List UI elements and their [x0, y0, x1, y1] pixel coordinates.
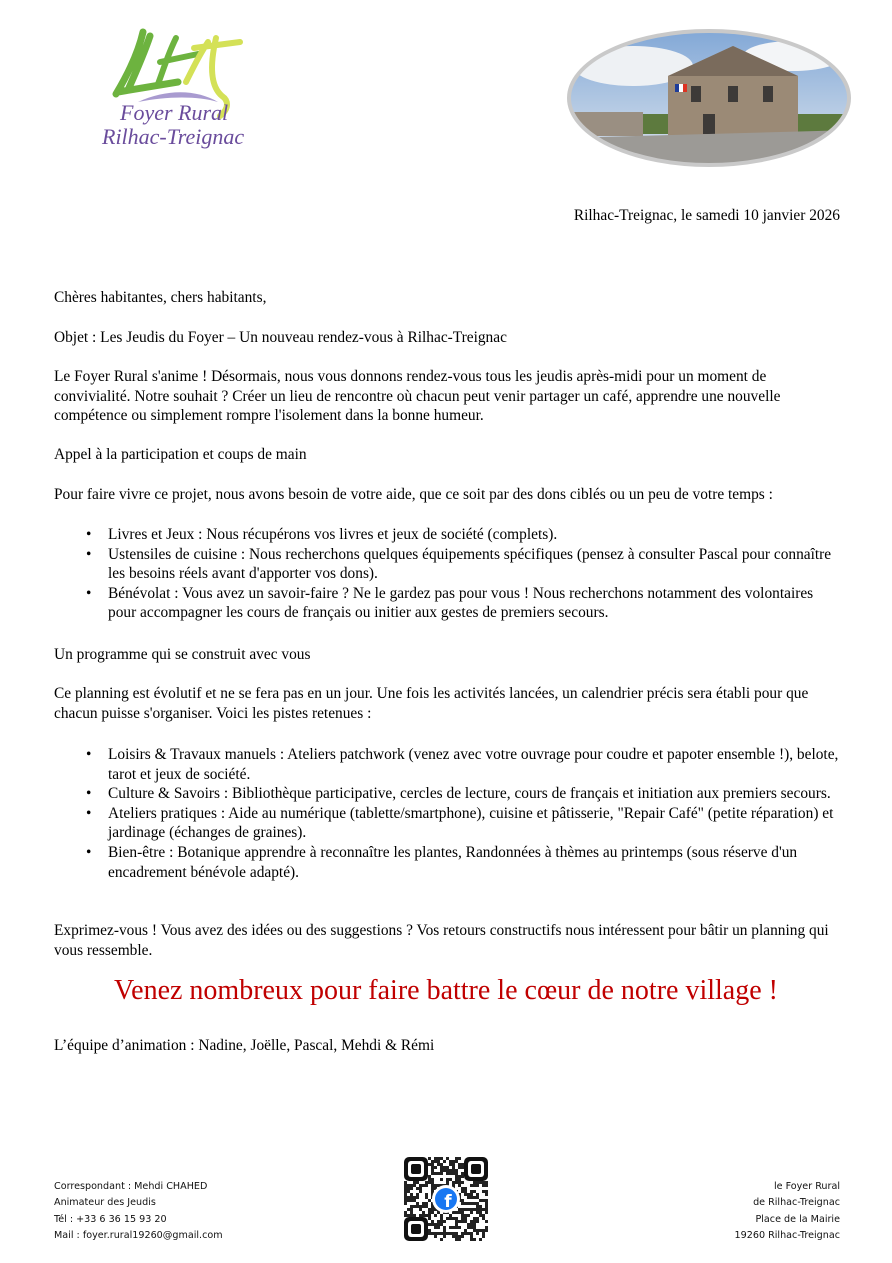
- footer-email: Mail : foyer.rural19260@gmail.com: [54, 1229, 223, 1241]
- intro-paragraph: Le Foyer Rural s'anime ! Désormais, nous vous donnons rendez-vous tous les jeudis après-midi pour un moment de convivialité. Notre souhait ? Créer un lieu de rencontre où chacun peut venir partager un café, apprendre une nouvelle compétence ou simplement rompre l'isolement dans la bonne humeur.: [54, 368, 781, 425]
- footer-address-line: de Rilhac-Treignac: [753, 1197, 840, 1209]
- list-item: • Livres et Jeux : Nous récupérons vos livres et jeux de société (complets).: [54, 525, 840, 545]
- footer-address: [735, 1179, 840, 1244]
- greeting: Chères habitantes, chers habitants,: [54, 289, 267, 306]
- list-item: • Loisirs & Travaux manuels : Ateliers patchwork (venez avec votre ouvrage pour coudre et papoter ensemble !), belote, tarot et jeux de société.: [54, 745, 840, 784]
- list-item: • Ustensiles de cuisine : Nous recherchons quelques équipements spécifiques (pensez à consulter Pascal pour connaître les besoins réels avant d'apporter vos dons).: [54, 545, 840, 584]
- list-item: • Bénévolat : Vous avez un savoir-faire ? Ne le gardez pas pour vous ! Nous recherchons notamment des volontaires pour accompagner les cours de français ou initier aux gestes de premiers secours.: [54, 584, 840, 623]
- list-item: • Ateliers pratiques : Aide au numérique (tablette/smartphone), cuisine et pâtisserie, "Repair Café" (petite réparation) et jardinage (échanges de graines).: [54, 804, 840, 843]
- programme-list: [54, 745, 840, 882]
- list-item: • Bien-être : Botanique apprendre à reconnaître les plantes, Randonnées à thèmes au printemps (sous réserve d'un encadrement bénévole adapté).: [54, 843, 840, 882]
- town-hall-photo: [563, 26, 855, 171]
- footer-address-line: 19260 Rilhac-Treignac: [734, 1229, 840, 1241]
- subject-line: Objet : Les Jeudis du Foyer – Un nouveau rendez-vous à Rilhac-Treignac: [54, 329, 507, 346]
- signature: L’équipe d’animation : Nadine, Joëlle, Pascal, Mehdi & Rémi: [54, 1037, 435, 1054]
- logo-line-2: Rilhac-Treignac: [102, 124, 245, 149]
- footer-address-line: le Foyer Rural: [773, 1181, 840, 1192]
- section-title-participation: Appel à la participation et coups de main: [54, 446, 307, 463]
- footer-correspondent: Correspondant : Mehdi CHAHED: [54, 1181, 208, 1192]
- programme-intro: Ce planning est évolutif et ne se fera pas en un jour. Une fois les activités lancées, un calendrier précis sera établi pour que chacun puisse s'organiser. Voici les pistes retenues :: [54, 685, 809, 722]
- footer-address-line: Place de la Mairie: [755, 1213, 840, 1225]
- footer-contact: [54, 1179, 223, 1244]
- facebook-qr-code[interactable]: [403, 1157, 489, 1241]
- foyer-rural-logo: [98, 24, 268, 154]
- slogan: Venez nombreux pour faire battre le cœur de notre village !: [114, 975, 778, 1006]
- logo-line-1: Foyer Rural: [120, 100, 229, 125]
- footer-phone: Tél : +33 6 36 15 93 20: [54, 1213, 167, 1225]
- closing-paragraph: Exprimez-vous ! Vous avez des idées ou des suggestions ? Vos retours constructifs nous intéressent pour bâtir un planning qui vous ressemble.: [54, 922, 829, 959]
- section-title-programme: Un programme qui se construit avec vous: [54, 646, 311, 663]
- footer-role: Animateur des Jeudis: [54, 1197, 156, 1209]
- list-item: • Culture & Savoirs : Bibliothèque participative, cercles de lecture, cours de français et initiation aux premiers secours.: [54, 784, 840, 804]
- letter-date: Rilhac-Treignac, le samedi 10 janvier 2026: [573, 207, 840, 224]
- participation-list: [54, 525, 840, 623]
- svg-text:f: f: [444, 1192, 452, 1212]
- participation-intro: Pour faire vivre ce projet, nous avons besoin de votre aide, que ce soit par des dons ciblés ou un peu de votre temps :: [54, 486, 773, 503]
